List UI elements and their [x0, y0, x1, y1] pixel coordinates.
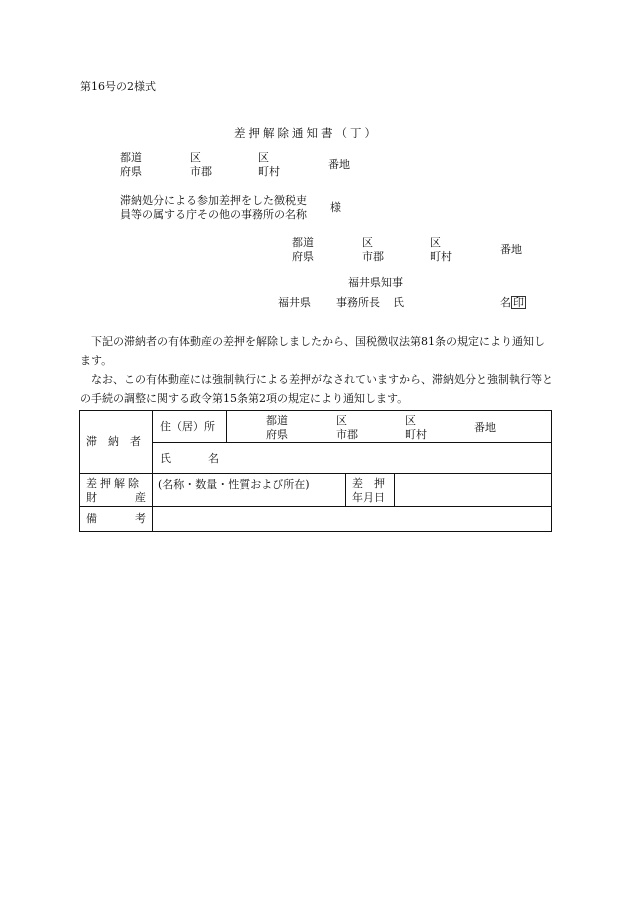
sender-pref-1: 都道: [292, 236, 314, 249]
issuer-office-head: 事務所長: [336, 296, 380, 309]
issuer-mei: [500, 296, 526, 310]
name-label-mei: 名: [208, 452, 219, 465]
address-banchi: 番地: [474, 421, 496, 434]
seal-icon: 印: [513, 296, 524, 309]
table-line-delinquent-bottom: [79, 473, 552, 474]
sender-town-1: 区: [430, 236, 441, 249]
name-label-shi: 氏: [160, 452, 171, 465]
recipient-pref-2: 府県: [120, 165, 142, 178]
address-label: 住（居）所: [160, 420, 215, 433]
address-pref-2: 府県: [266, 428, 288, 441]
sender-town-2: 町村: [430, 250, 452, 263]
table-border-left: [79, 410, 80, 532]
delinquent-label-text: 滞納者: [86, 435, 152, 448]
address-city-1: 区: [336, 414, 347, 427]
recipient-name-line-2: 員等の属する庁その他の事務所の名称: [120, 208, 307, 221]
table-line-date-label-left: [345, 473, 346, 507]
address-pref-1: 都道: [266, 414, 288, 427]
address-town-1: 区: [405, 414, 416, 427]
issuer-prefecture: 福井県: [278, 296, 311, 309]
body-paragraph-1: 下記の滞納者の有体動産の差押を解除しましたから、国税徴収法第81条の規定により通知します。: [80, 335, 545, 367]
issuer-mei-text: 名: [500, 296, 511, 309]
recipient-town-1: 区: [258, 151, 269, 164]
property-label-1: 差押解除: [86, 477, 142, 490]
recipient-city-2: 市郡: [190, 165, 212, 178]
seizure-date-label-1: 差押: [352, 477, 396, 490]
address-city-2: 市郡: [336, 428, 358, 441]
recipient-city-1: 区: [190, 151, 201, 164]
sender-banchi: 番地: [500, 243, 522, 256]
recipient-town-2: 町村: [258, 165, 280, 178]
issuer-title: 福井県知事: [348, 276, 403, 289]
table-line-property-bottom: [79, 506, 552, 507]
recipient-banchi: 番地: [328, 158, 350, 171]
recipient-name-line-1: 滞納処分による参加差押をした徴税吏: [120, 194, 307, 207]
recipient-pref-1: 都道: [120, 151, 142, 164]
sender-pref-2: 府県: [292, 250, 314, 263]
table-border-right: [551, 410, 552, 532]
table-border-bottom: [79, 531, 552, 532]
sender-city-2: 市郡: [362, 250, 384, 263]
table-border-top: [79, 410, 552, 411]
form-number: 第16号の2様式: [80, 80, 156, 93]
seizure-date-label-2: 年月日: [352, 491, 385, 504]
property-label-2: 財産: [86, 491, 146, 504]
address-town-2: 町村: [405, 428, 427, 441]
issuer-shi: 氏: [393, 296, 404, 309]
delinquent-label: [86, 435, 152, 449]
table-line-address-label-col: [226, 410, 227, 443]
table-line-address-bottom: [152, 442, 552, 443]
document-title: 差押解除通知書（丁）: [234, 126, 379, 140]
body-paragraph-2: なお、この有体動産には強制執行による差押がなされていますから、滞納処分と強制執行等との手続の調整に関する政令第15条第2項の規定により通知します。: [80, 373, 553, 405]
property-hint: (名称・数量・性質および所在): [158, 478, 310, 491]
recipient-sama: 様: [330, 201, 341, 214]
sender-city-1: 区: [362, 236, 373, 249]
remarks-label: 備考: [86, 512, 184, 525]
